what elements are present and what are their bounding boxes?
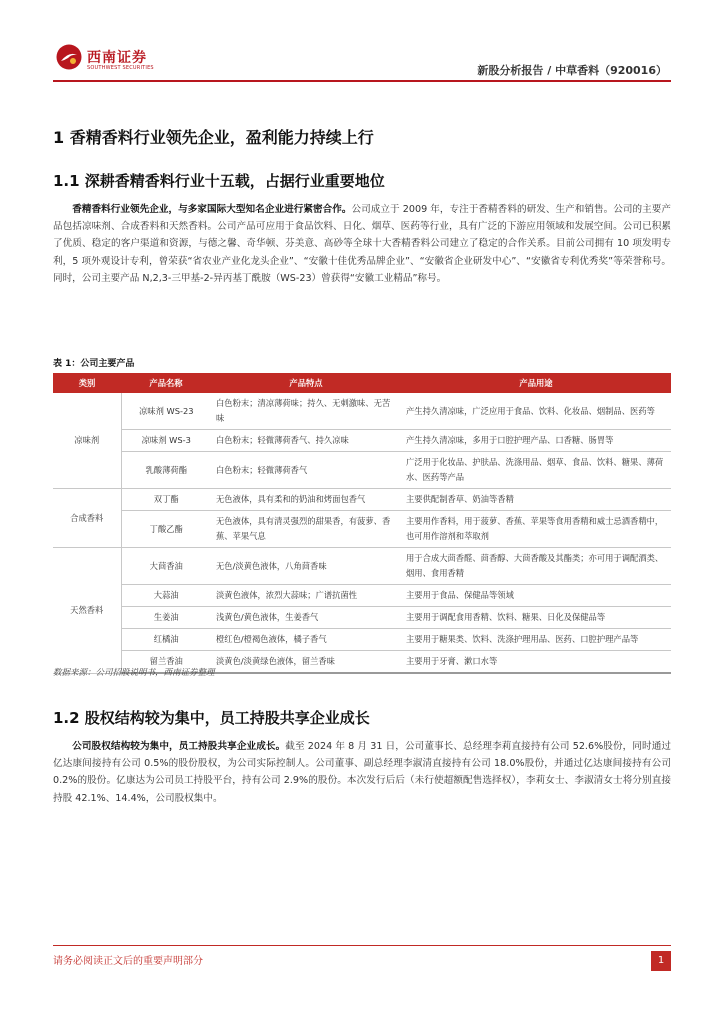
intro-paragraph-lead: 香精香料行业领先企业，与多家国际大型知名企业进行紧密合作。: [72, 204, 352, 215]
table-row: [53, 489, 671, 511]
product-usage-cell: 广泛用于化妆品、护肤品、洗涤用品、烟草、食品、饮料、糖果、薄荷水、医药等产品: [401, 452, 671, 489]
product-name-cell: 凉味剂 WS-23: [121, 393, 211, 430]
table-row: [53, 585, 671, 607]
report-header-title: 新股分析报告 / 中草香料（920016）: [477, 64, 667, 77]
product-feature-cell: 白色粉末；轻微薄荷香气: [211, 452, 401, 489]
product-feature-cell: 白色粉末；轻微薄荷香气、持久凉味: [211, 430, 401, 452]
category-cell: 天然香料: [53, 548, 121, 674]
table-row: [53, 452, 671, 489]
table-caption: 表 1：公司主要产品: [53, 359, 135, 369]
category-cell: 凉味剂: [53, 393, 121, 489]
col-header-usage: 产品用途: [401, 373, 671, 393]
ownership-paragraph: [53, 738, 671, 807]
product-usage-cell: 主要用作香料，用于菠萝、香蕉、苹果等食用香精和威士忌酒香精中，也可用作溶剂和萃取剂: [401, 511, 671, 548]
product-name-cell: 乳酸薄荷酯: [121, 452, 211, 489]
product-feature-cell: 淡黄色液体，浓烈大蒜味；广谱抗菌性: [211, 585, 401, 607]
company-logo: [55, 43, 185, 73]
product-name-cell: 凉味剂 WS-3: [121, 430, 211, 452]
col-header-name: 产品名称: [121, 373, 211, 393]
table-row: [53, 511, 671, 548]
product-name-cell: 红橘油: [121, 629, 211, 651]
product-usage-cell: 主要用于食品、保健品等领域: [401, 585, 671, 607]
product-name-cell: 生姜油: [121, 607, 211, 629]
col-header-category: 类别: [53, 373, 121, 393]
product-feature-cell: 白色粉末；清凉薄荷味；持久、无刺激味、无苦味: [211, 393, 401, 430]
footer-divider: [53, 945, 671, 946]
products-table: [53, 373, 671, 674]
section-heading-1: 1 香精香料行业领先企业，盈利能力持续上行: [53, 128, 374, 147]
page-number: 1: [651, 951, 671, 971]
table-row: [53, 548, 671, 585]
product-name-cell: 丁酸乙酯: [121, 511, 211, 548]
product-name-cell: 大茴香油: [121, 548, 211, 585]
table-header-row: [53, 373, 671, 393]
product-feature-cell: 橙红色/橙褐色液体，橘子香气: [211, 629, 401, 651]
table-row: [53, 607, 671, 629]
col-header-feature: 产品特点: [211, 373, 401, 393]
table-row: [53, 393, 671, 430]
table-row: [53, 430, 671, 452]
product-feature-cell: 无色液体，具有清灵强烈的甜果香，有菠萝、香蕉、苹果气息: [211, 511, 401, 548]
product-name-cell: 留兰香油: [121, 651, 211, 674]
product-feature-cell: 无色/淡黄色液体，八角茴香味: [211, 548, 401, 585]
product-usage-cell: 主要用于糖果类、饮料、洗涤护理用品、医药、口腔护理产品等: [401, 629, 671, 651]
logo-text-en: SOUTHWEST SECURITIES: [87, 65, 154, 71]
product-usage-cell: 产生持久清凉味，多用于口腔护理产品、口香糖、肠胃等: [401, 430, 671, 452]
footer-disclaimer-link: 请务必阅读正文后的重要声明部分: [53, 956, 203, 967]
product-name-cell: 双丁酯: [121, 489, 211, 511]
header-divider: [53, 80, 671, 82]
product-feature-cell: 浅黄色/黄色液体，生姜香气: [211, 607, 401, 629]
ownership-paragraph-lead: 公司股权结构较为集中，员工持股共享企业成长。: [72, 741, 286, 752]
product-usage-cell: 主要用于调配食用香精、饮料、糖果、日化及保健品等: [401, 607, 671, 629]
product-usage-cell: 主要用于牙膏、漱口水等: [401, 651, 671, 674]
logo-text-cn: 西南证券: [87, 50, 147, 66]
intro-paragraph-body: 公司成立于 2009 年，专注于香精香料的研发、生产和销售。公司的主要产品包括凉味剂、合成香料和天然香料。公司产品可应用于食品饮料、日化、烟草、医药等行业，具有广泛的下游应用领域和发展空间。公司已积累了优质、稳定的客户渠道和资源，与德之馨、奇华顿、芬美意、高砂等全球十大香精香料公司建立了稳定的合作关系。目前公司拥有 10 项发明专利，5 项外观设计专利，曾荣获“省农业产业化龙头企业”、“安徽十佳优秀品牌企业”、“安徽省企业研发中心”、“安徽省专利优秀奖”等荣誉称号。同时，公司主要产品 N,2,3-三甲基-2-异丙基丁酰胺（WS-23）曾获得“安徽工业精品”称号。: [53, 204, 672, 284]
product-usage-cell: 用于合成大茴香醛、茴香醇、大茴香酸及其酯类；亦可用于调配酒类、烟用、食用香精: [401, 548, 671, 585]
category-cell: 合成香料: [53, 489, 121, 548]
ownership-paragraph-body: 截至 2024 年 8 月 31 日，公司董事长、总经理李莉直接持有公司 52.6%股份，同时通过亿达康间接持有公司 0.5%的股份股权，为公司实际控制人。公司董事、副总经理李淑清直接持有公司 18.0%股份，并通过亿达康间接持有公司 0.2%的股份。亿康达为公司员工持股平台，持有公司 2.9%的股份。本次发行后后（未行使超额配售选择权），李莉女士、李淑清女士将分别直接持股 42.1%、14.4%，公司股权集中。: [53, 741, 671, 804]
table-source-note: 数据来源：公司招股说明书，西南证券整理: [53, 668, 215, 678]
logo-emblem-icon: [55, 43, 83, 71]
product-feature-cell: 无色液体，具有柔和的奶油和烤面包香气: [211, 489, 401, 511]
intro-paragraph: [53, 201, 671, 287]
product-name-cell: 大蒜油: [121, 585, 211, 607]
product-usage-cell: 主要供配制香草、奶油等香精: [401, 489, 671, 511]
product-usage-cell: 产生持久清凉味，广泛应用于食品、饮料、化妆品、烟制品、医药等: [401, 393, 671, 430]
section-heading-1-2: 1.2 股权结构较为集中，员工持股共享企业成长: [53, 709, 370, 727]
table-row: [53, 629, 671, 651]
section-heading-1-1: 1.1 深耕香精香料行业十五载，占据行业重要地位: [53, 172, 385, 190]
product-feature-cell: 淡黄色/淡黄绿色液体，留兰香味: [211, 651, 401, 674]
